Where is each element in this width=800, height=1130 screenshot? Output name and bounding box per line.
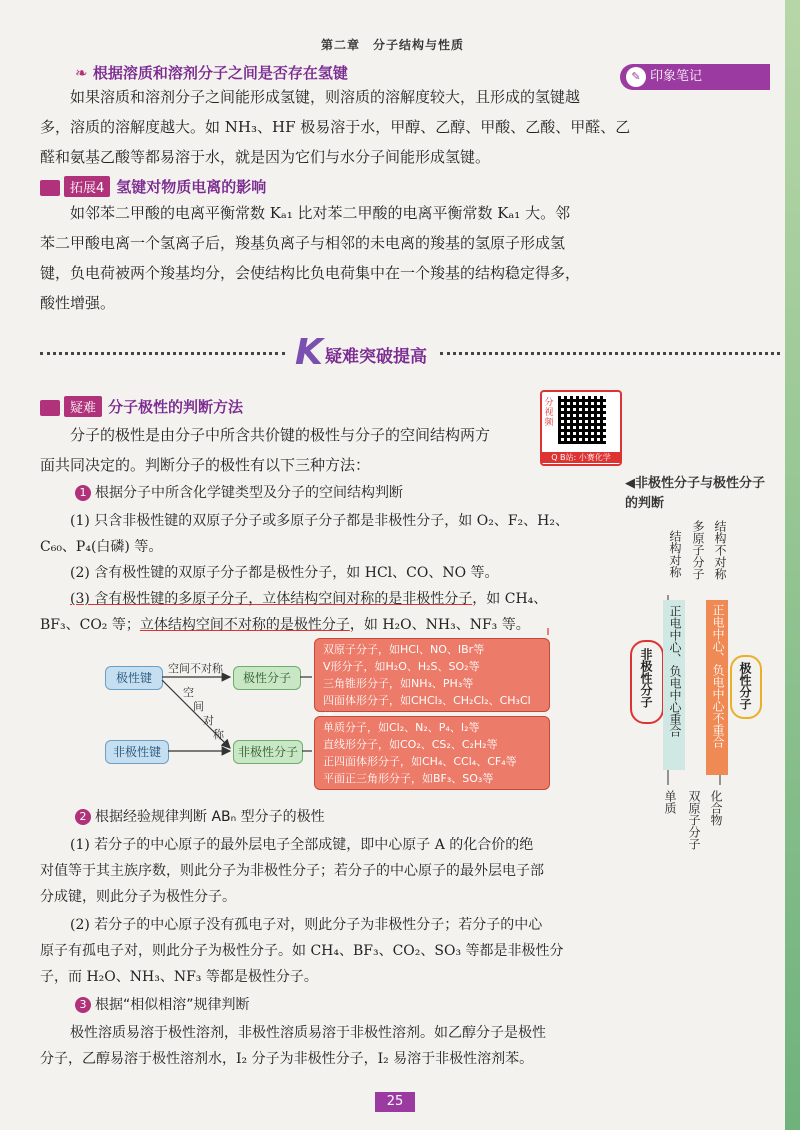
section1-line3: 醛和氨基乙酸等都易溶于水，就是因为它们与水分子间能形成氢键。 <box>40 148 491 166</box>
method2-line2: 对值等于其主族序数，则此分子为非极性分子；若分子的中心原子的最外层电子部 <box>40 863 544 879</box>
asym-label: 空间不对称 <box>168 662 223 675</box>
method3-line1: 极性溶质易溶于极性溶剂，非极性溶质易溶于非极性溶剂。如乙醇分子是极性 <box>70 1025 546 1041</box>
section2-heading: 拓展4 氢键对物质电离的影响 <box>40 176 266 197</box>
polar-example: 双原子分子，如HCl、NO、IBr等 <box>323 643 485 656</box>
method3-number: 3 <box>75 997 91 1013</box>
method2-line4: (2) 若分子的中心原子没有孤电子对，则此分子为非极性分子；若分子的中心 <box>70 917 543 933</box>
nonpolar-example: 直线形分子，如CO₂、CS₂、C₂H₂等 <box>323 738 498 751</box>
polar-examples-box <box>314 638 550 712</box>
qr-side-label: 分视频 <box>544 398 554 428</box>
section2-line4: 酸性增强。 <box>40 294 116 312</box>
section1-heading: ❧ 根据溶质和溶剂分子之间是否存在氢键 <box>75 64 348 82</box>
method1-number: 1 <box>75 485 91 501</box>
method3-title: 3 根据“相似相溶”规律判断 <box>75 990 615 1020</box>
method1-line2: C₆₀、P₄(白磷) 等。 <box>40 539 163 555</box>
method2-line1: (1) 若分子的中心原子的最外层电子全部成键，即中心原子 A 的化合价的绝 <box>70 837 534 853</box>
k-logo-icon: K <box>295 332 323 373</box>
nonpolar-example: 单质分子，如Cl₂、N₂、P₄、I₂等 <box>323 721 480 734</box>
method2-title: 2 根据经验规律判断 ABₙ 型分子的极性 <box>75 802 615 832</box>
note-icon: ✎ <box>626 67 646 87</box>
polar-bond-box: 极性键 <box>105 666 163 690</box>
nonpolar-molecule-box: 非极性分子 <box>233 740 303 764</box>
method1-line4: (3) 含有极性键的多原子分子，立体结构空间对称的是非极性分子，如 CH₄、 <box>70 591 548 607</box>
nonpolar-example: 平面正三角形分子，如BF₃、SO₃等 <box>323 772 494 785</box>
polar-example: 三角锥形分子，如NH₃、PH₃等 <box>323 677 474 690</box>
side-multi: 多原子分子 <box>691 520 705 580</box>
nonpolar-examples-box <box>314 716 550 790</box>
polar-molecule-box: 极性分子 <box>233 666 301 690</box>
side-struct-sym: 结构对称 <box>668 530 682 578</box>
method1-line1: (1) 只含非极性键的双原子分子或多原子分子都是非极性分子，如 O₂、F₂、H₂、 <box>70 513 569 529</box>
method1-line3: (2) 含有极性键的双原子分子都是极性分子，如 HCl、CO、NO 等。 <box>70 565 499 581</box>
sym-label-2: 间 <box>193 700 204 713</box>
method1-title: 1 根据分子中所含化学键类型及分子的空间结构判断 <box>75 478 615 508</box>
section2-line1: 如邻苯二甲酸的电离平衡常数 Kₐ₁ 比对苯二甲酸的电离平衡常数 Kₐ₁ 大。邻 <box>70 204 571 222</box>
side-center-not: 正电中心、负电中心不重合 <box>711 604 725 748</box>
polar-example: V形分子，如H₂O、H₂S、SO₂等 <box>323 660 480 673</box>
method2-number: 2 <box>75 809 91 825</box>
nonpolar-bond-box: 非极性键 <box>105 740 169 764</box>
section2-line2: 苯二甲酸电离一个氢离子后，羧基负离子与相邻的未电离的羧基的氢原子形成氢 <box>40 234 566 252</box>
side-polar: 极性分子 <box>738 662 752 710</box>
section2-line3: 键，负电荷被两个羧基均分，会使结构比负电荷集中在一个羧基的结构稳定得多， <box>40 264 581 282</box>
section3-intro2: 面共同决定的。判断分子的极性有以下三种方法： <box>40 456 371 474</box>
method3-line2: 分子，乙醇易溶于极性溶剂水，I₂ 分子为非极性分子，I₂ 易溶于非极性溶剂苯。 <box>40 1051 534 1067</box>
side-center-coincide: 正电中心、负电中心重合 <box>668 605 682 737</box>
side-note-title: ◀非极性分子与极性分子的判断 <box>625 476 765 511</box>
side-nonpolar: 非极性分子 <box>639 648 653 708</box>
section3-tag: 疑难 <box>64 396 102 417</box>
divider-title: 疑难突破提高 <box>325 347 427 367</box>
method2-line3: 分成键，则此分子为极性分子。 <box>40 889 236 905</box>
note-tab-label: 印象笔记 <box>650 69 703 84</box>
section2-tag: 拓展4 <box>64 176 110 197</box>
chapter-header: 第二章 分子结构与性质 <box>320 38 464 52</box>
method2-line6: 子，而 H₂O、NH₃、NF₃ 等都是极性分子。 <box>40 969 318 985</box>
leaf-icon: ❧ <box>75 64 88 82</box>
section1-line2: 多，溶质的溶解度越大。如 NH₃、HF 极易溶于水，甲醇、乙醇、甲酸、乙酸、甲醛、乙 <box>40 118 631 136</box>
qr-caption: Q B站: 小赛化学 <box>542 452 620 463</box>
polar-example: 四面体形分子，如CHCl₃、CH₂Cl₂、CH₃Cl <box>323 694 531 707</box>
sym-label-1: 空 <box>183 686 194 699</box>
sym-label-4: 称 <box>213 728 224 741</box>
page-number: 25 <box>375 1092 415 1112</box>
nonpolar-example: 正四面体形分子，如CH₄、CCl₄、CF₄等 <box>323 755 517 768</box>
method1-line5: BF₃、CO₂ 等；立体结构空间不对称的是极性分子，如 H₂O、NH₃、NF₃ 等。 <box>40 617 530 633</box>
side-compound: 化合物 <box>709 790 723 826</box>
side-single: 单质 <box>663 790 677 814</box>
section3-intro1: 分子的极性是由分子中所含共价键的极性与分子的空间结构两方 <box>70 426 491 444</box>
section3-heading: 疑难 分子极性的判断方法 <box>40 396 243 417</box>
section1-line1: 如果溶质和溶剂分子之间能形成氢键，则溶质的溶解度较大，且形成的氢键越 <box>70 88 581 106</box>
side-diatomic: 双原子分子 <box>687 790 701 850</box>
sym-label-3: 对 <box>203 714 214 727</box>
side-struct-asym: 结构不对称 <box>713 520 727 580</box>
method2-line5: 原子有孤电子对，则此分子为极性分子。如 CH₄、BF₃、CO₂、SO₃ 等都是非极性分 <box>40 943 564 959</box>
